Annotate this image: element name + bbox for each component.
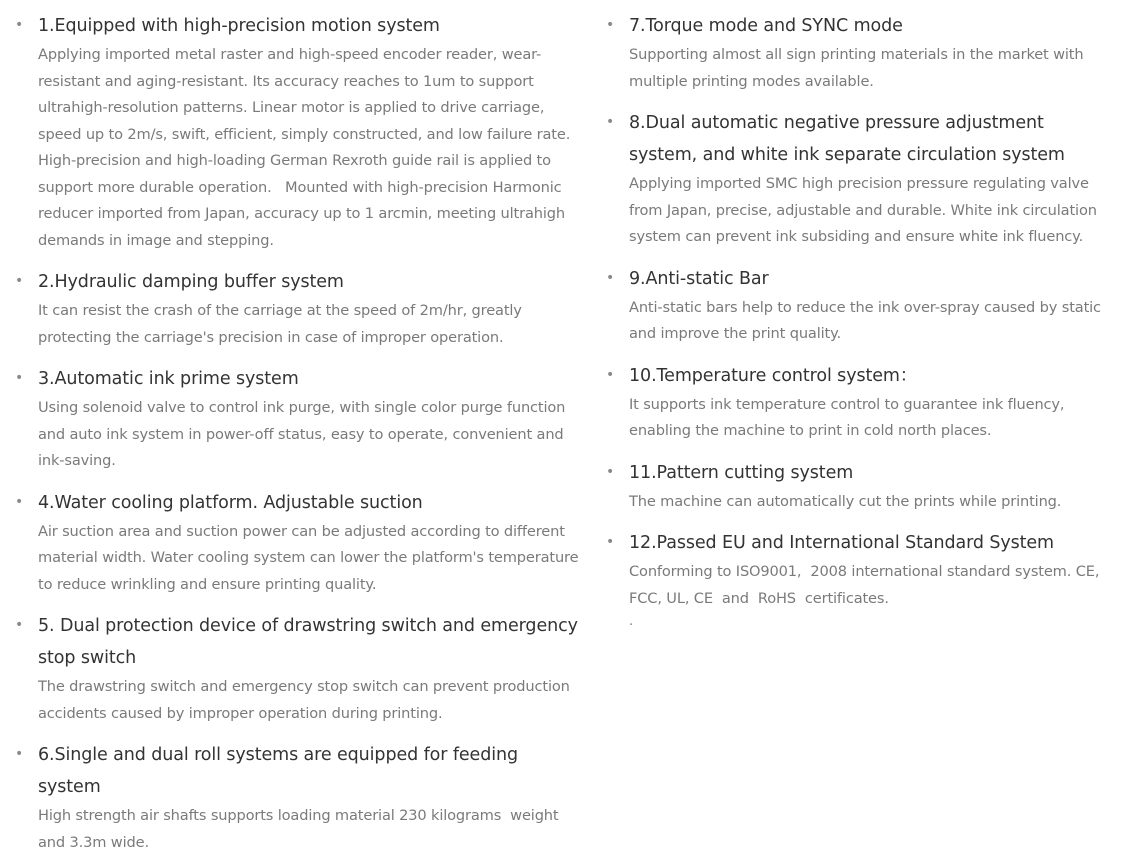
feature-title: 6.Single and dual roll systems are equipped for feeding system [38, 745, 518, 797]
feature-title: 3.Automatic ink prime system [38, 369, 299, 389]
feature-item [591, 457, 1106, 516]
feature-title: 9.Anti-static Bar [629, 268, 769, 289]
bullet-icon: • [15, 493, 24, 510]
feature-item [0, 487, 580, 599]
feature-title: 10.Temperature control system： [629, 365, 918, 386]
feature-description: High strength air shafts supports loading material 230 kilograms weight and 3.3m wide. [38, 807, 559, 851]
bullet-icon: • [15, 273, 24, 289]
bullet-icon: • [15, 370, 24, 386]
bullet-icon: • [15, 17, 24, 33]
feature-column-right [591, 10, 1106, 644]
feature-description: It supports ink temperature control to guarantee ink fluency, enabling the machine to print in cold north places. [629, 395, 1065, 439]
feature-item [591, 360, 1106, 445]
feature-item [591, 107, 1106, 251]
feature-item [0, 10, 580, 254]
feature-description: The machine can automatically cut the prints while printing. [629, 492, 1062, 510]
feature-item [0, 363, 580, 475]
feature-item [591, 10, 1106, 95]
feature-description: Applying imported metal raster and high-speed encoder reader, wear-resistant and aging-resistant. Its accuracy reaches to 1um to support ultrahigh-resolution patterns. Linear motor is applied to drive carriage, speed up to 2m/s, swift, efficient, simply constructed, and low failure rate. High-precision and high-loading German Rexroth guide rail is applied to support more durable operation. Mounted with high-precision Harmonic reducer imported from Japan, accuracy up to 1 arcmin, meeting ultrahigh demands in image and stepping. [38, 46, 571, 249]
feature-description: Anti-static bars help to reduce the ink over-spray caused by static and improve the print quality. [629, 298, 1101, 342]
bullet-icon: • [606, 534, 615, 550]
feature-title: 12.Passed EU and International Standard System [629, 533, 1054, 553]
feature-title: 11.Pattern cutting system [629, 462, 854, 483]
feature-item [591, 263, 1106, 348]
feature-description: Supporting almost all sign printing materials in the market with multiple printing modes available. [629, 46, 1084, 90]
feature-description: Air suction area and suction power can be adjusted according to different material width. Water cooling system can lower the platform's temperature to reduce wrinkling and ensure printing quality. [38, 522, 579, 593]
feature-title: 2.Hydraulic damping buffer system [38, 272, 344, 292]
feature-list-right [591, 10, 1106, 632]
feature-description: Conforming to ISO9001, 2008 international standard system. CE, FCC, UL, CE and RoHS certificates. [629, 563, 1100, 607]
feature-list-left [0, 10, 580, 856]
bullet-icon: • [15, 617, 24, 633]
bullet-icon: • [15, 746, 24, 762]
feature-item [591, 527, 1106, 632]
feature-description: Using solenoid valve to control ink purge, with single color purge function and auto ink system in power-off status, easy to operate, convenient and ink-saving. [38, 399, 566, 469]
feature-column-left [0, 10, 580, 868]
feature-title: 1.Equipped with high-precision motion system [38, 16, 440, 36]
bullet-icon: • [606, 366, 615, 383]
feature-item [0, 610, 580, 727]
bullet-icon: • [606, 17, 615, 33]
feature-title: 8.Dual automatic negative pressure adjustment system, and white ink separate circulation system [629, 113, 1065, 165]
bullet-icon: • [606, 269, 615, 286]
feature-item [0, 266, 580, 351]
feature-description: The drawstring switch and emergency stop switch can prevent production accidents caused by improper operation during printing. [38, 678, 570, 722]
feature-title: 4.Water cooling platform. Adjustable suction [38, 492, 423, 513]
feature-description: Applying imported SMC high precision pressure regulating valve from Japan, precise, adjustable and durable. White ink circulation system can prevent ink subsiding and ensure white ink fluency. [629, 175, 1097, 245]
bullet-icon: • [606, 463, 615, 480]
feature-title: 5. Dual protection device of drawstring switch and emergency stop switch [38, 616, 578, 668]
trailing-text: . [629, 614, 634, 629]
bullet-icon: • [606, 114, 615, 130]
feature-item [0, 739, 580, 856]
feature-description: It can resist the crash of the carriage at the speed of 2m/hr, greatly protecting the carriage's precision in case of improper operation. [38, 302, 522, 346]
feature-title: 7.Torque mode and SYNC mode [629, 16, 903, 36]
